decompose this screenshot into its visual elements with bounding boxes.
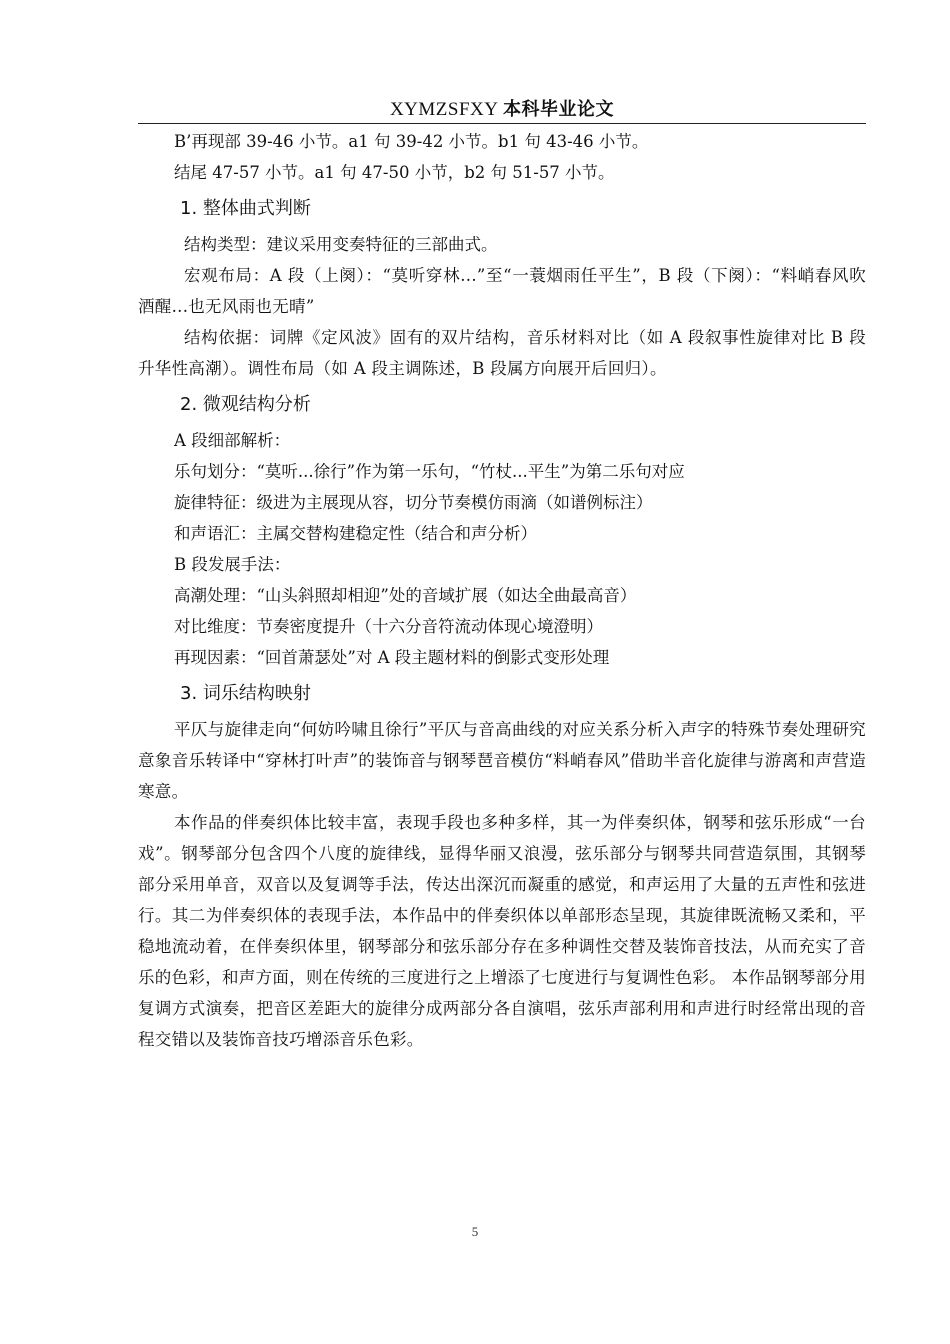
list-item: 高潮处理：“山头斜照却相迎”处的音域扩展（如达全曲最高音） [174,586,637,605]
header-thesis-label: 本科毕业论文 [503,99,615,120]
intro-line: 结尾 47-57 小节。a1 句 47-50 小节，b2 句 51-57 小节。 [174,163,615,182]
paragraph: 本作品的伴奏织体比较丰富，表现手段也多种多样，其一为伴奏织体，钢琴和弦乐形成“一台戏”。钢琴部分包含四个八度的旋律线，显得华丽又浪漫，弦乐部分与钢琴共同营造氛围，其钢琴部分采用单音，双音以及复调等手法，传达出深沉而凝重的感觉，和声运用了大量的五声性和弦进行。其二为伴奏织体的表现手法，本作品中的伴奏织体以单部形态呈现，其旋律既流畅又柔和，平稳地流动着，在伴奏织体里，钢琴部分和弦乐部分存在多种调性交替及装饰音技法，从而充实了音乐的色彩，和声方面，则在传统的三度进行之上增添了七度进行与复调性色彩。 本作品钢琴部分用复调方式演奏，把音区差距大的旋律分成两部分各自演唱，弦乐声部利用和声进行时经常出现的音程交错以及装饰音技巧增添音乐色彩。 [138,813,866,1049]
header-title [390,99,614,120]
list-item: 旋律特征：级进为主展现从容，切分节奏模仿雨滴（如谱例标注） [174,493,653,512]
paragraph: 结构类型：建议采用变奏特征的三部曲式。 [184,235,498,254]
list-item: 乐句划分：“莫听...徐行”作为第一乐句，“竹杖...平生”为第二乐句对应 [174,462,685,481]
section-heading: 1. 整体曲式判断 [180,198,311,219]
section-heading: 3. 词乐结构映射 [180,683,311,704]
page-number: 5 [471,1224,479,1239]
intro-line: B’再现部 39-46 小节。a1 句 39-42 小节。b1 句 43-46 小节。 [174,132,649,151]
paragraph: 结构依据：词牌《定风波》固有的双片结构，音乐材料对比（如 A 段叙事性旋律对比 B 段升华性高潮）。调性布局（如 A 段主调陈述，B 段属方向展开后回归）。 [138,328,866,378]
list-item: B 段发展手法： [174,555,291,574]
page-body [138,126,866,1055]
paragraph: 宏观布局：A 段（上阕）：“莫听穿林...”至“一蓑烟雨任平生”，B 段（下阕）：“料峭春风吹酒醒...也无风雨也无晴” [138,266,866,316]
page-header [138,97,866,124]
list-item: 对比维度：节奏密度提升（十六分音符流动体现心境澄明） [174,617,603,636]
list-item: 再现因素：“回首萧瑟处”对 A 段主题材料的倒影式变形处理 [174,648,610,667]
list-item: A 段细部解析： [174,431,291,450]
header-prefix: XYMZSFXY [389,99,498,120]
paragraph: 平仄与旋律走向“何妨吟啸且徐行”平仄与音高曲线的对应关系分析入声字的特殊节奏处理研究意象音乐转译中“穿林打叶声”的装饰音与钢琴琶音模仿“料峭春风”借助半音化旋律与游离和声营造寒意。 [138,720,866,801]
list-item: 和声语汇：主属交替构建稳定性（结合和声分析） [174,524,537,543]
section-heading: 2. 微观结构分析 [180,394,311,415]
